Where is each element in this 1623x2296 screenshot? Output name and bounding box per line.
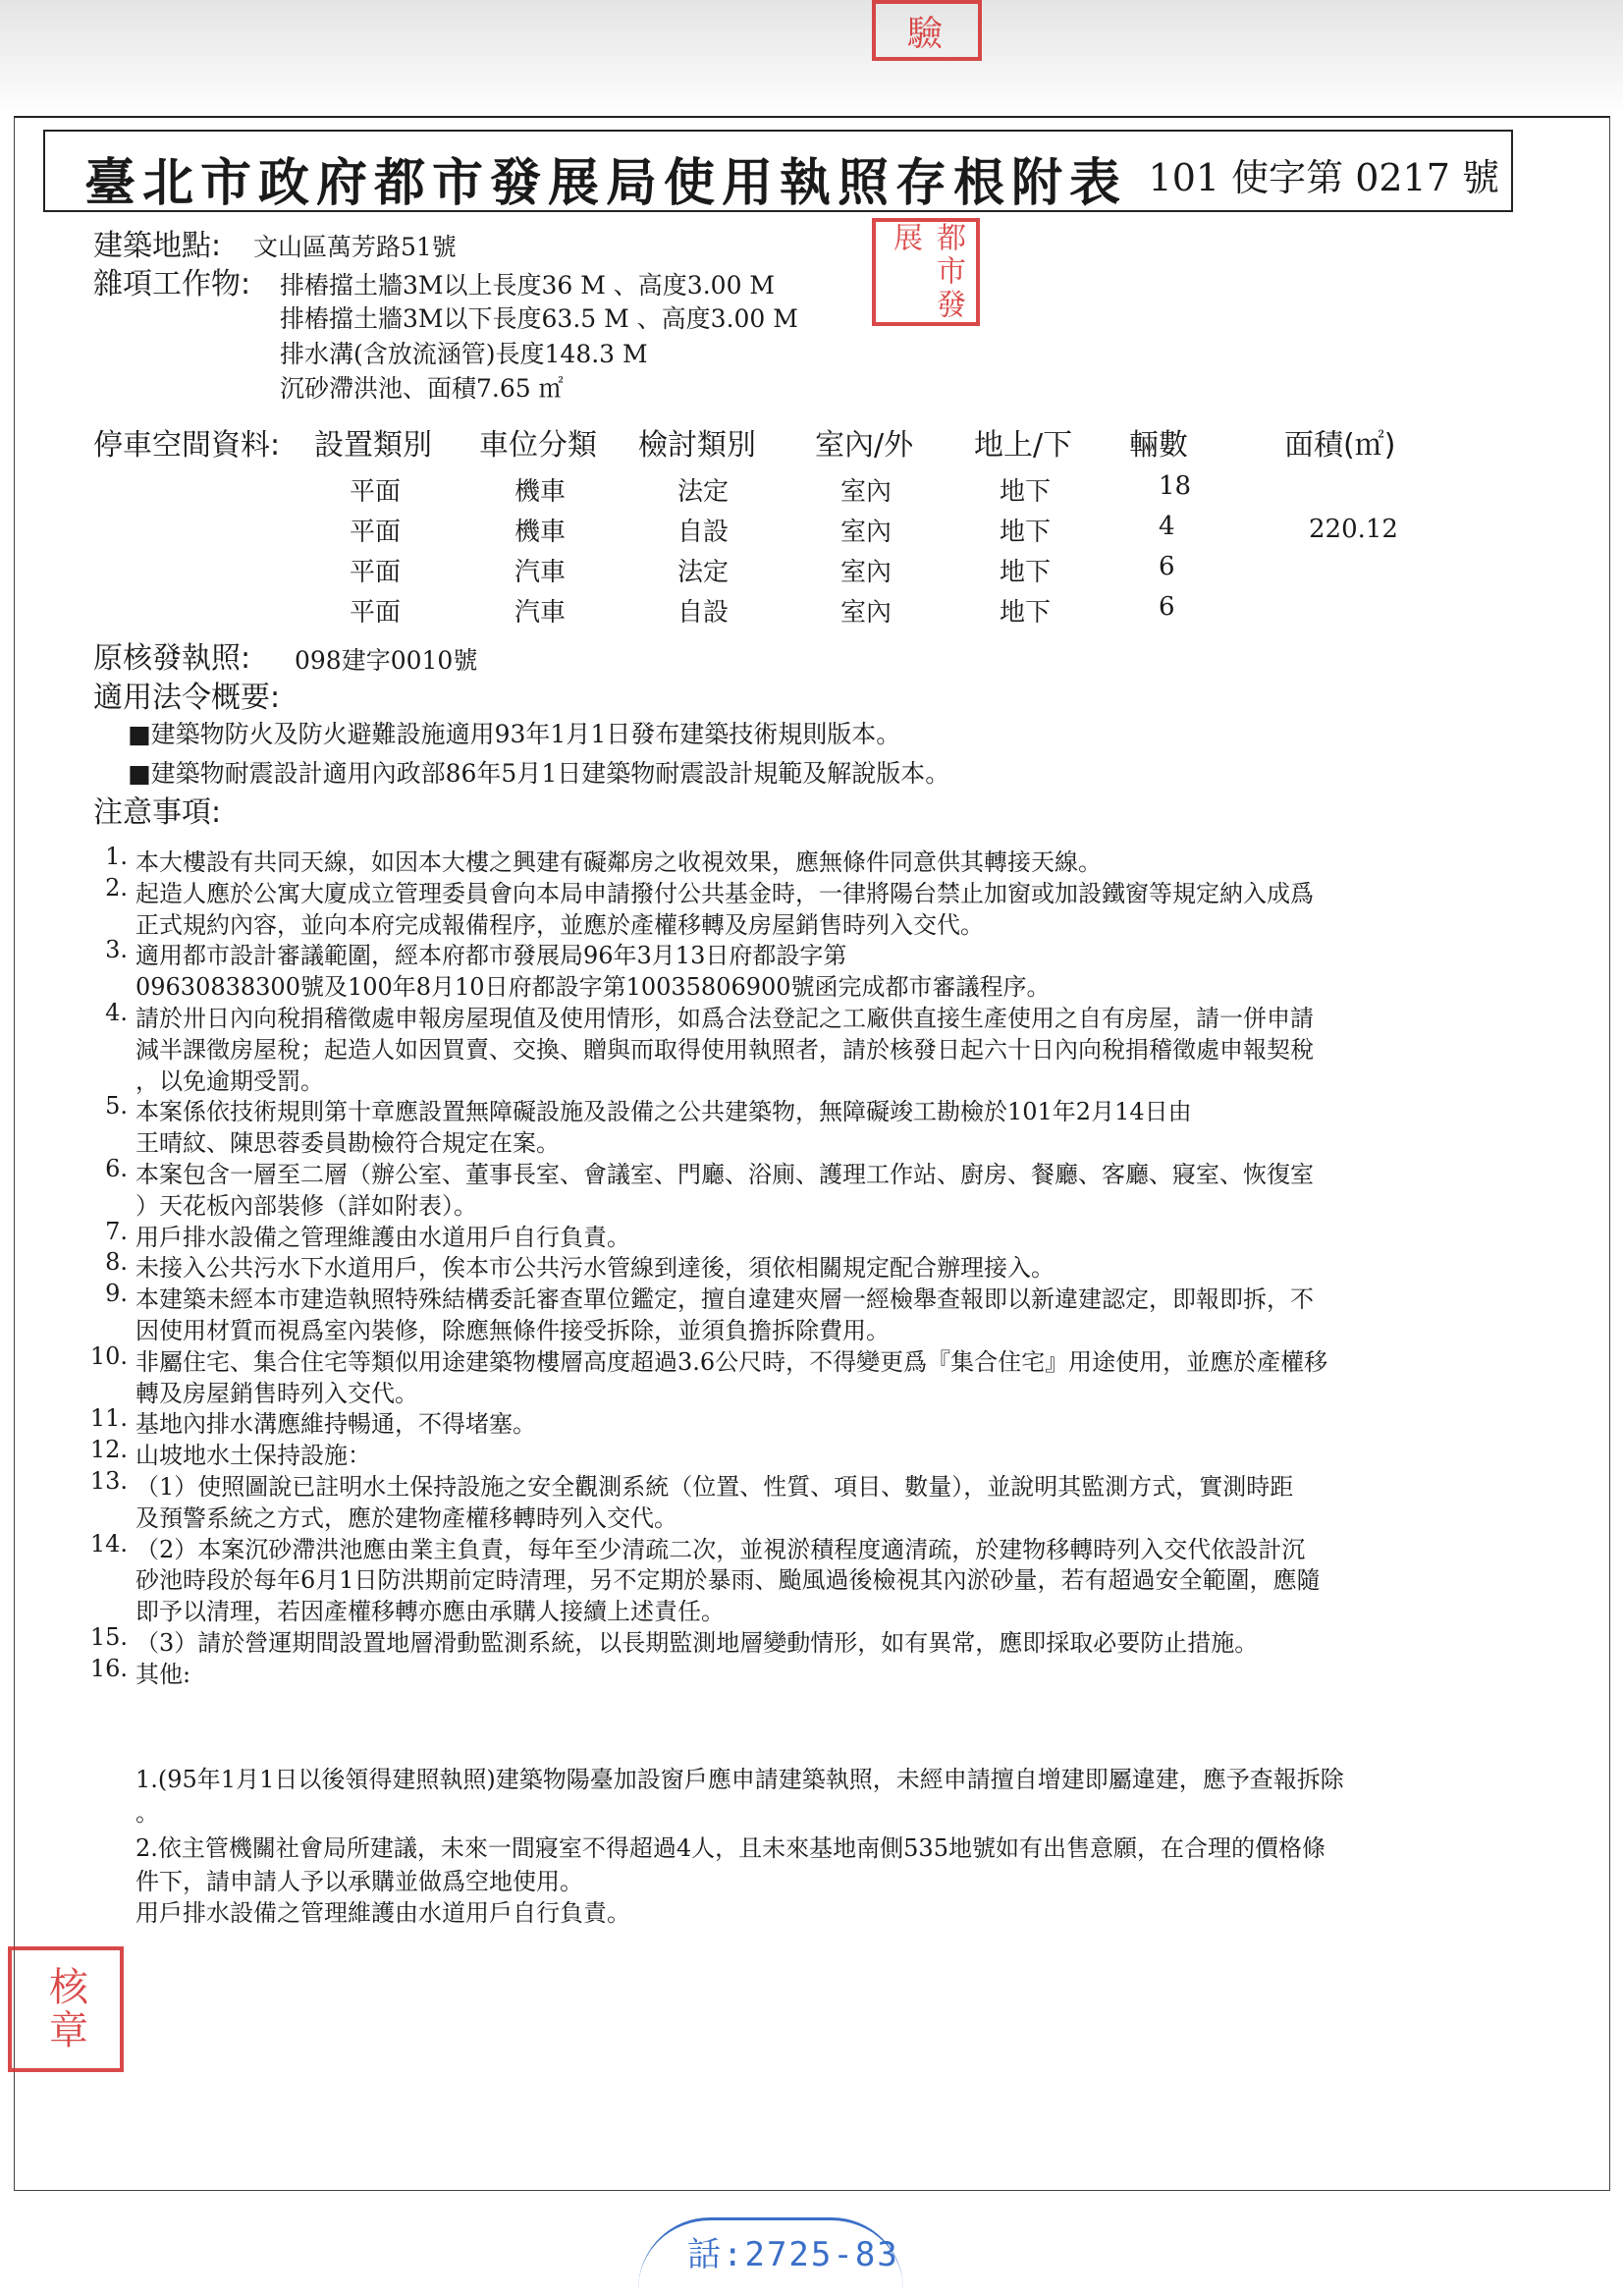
note-number: 3. (105, 936, 128, 963)
parking-header: 地上/下 (974, 428, 1073, 463)
parking-cell: 平面 (350, 598, 402, 628)
parking-header: 檢討類別 (638, 428, 756, 463)
note-number: 10. (89, 1342, 128, 1370)
parking-cell: 汽車 (514, 598, 567, 628)
note-line: 即予以清理，若因產權移轉亦應由承購人接續上述責任。 (135, 1598, 725, 1625)
parking-header: 車位分類 (479, 428, 597, 463)
parking-cell: 地下 (1000, 598, 1052, 628)
note-line: （2）本案沉砂滯洪池應由業主負責，每年至少清疏二次，並視淤積程度適清疏，於建物移轉時列入交代依設計沉 (135, 1536, 1306, 1563)
law-label: 適用法令概要: (93, 681, 281, 715)
left-seal-stamp (8, 1946, 124, 2072)
note-number: 8. (105, 1248, 128, 1276)
parking-cell: 自設 (677, 598, 730, 628)
original-permit-label: 原核發執照: (93, 641, 251, 676)
parking-cell: 平面 (350, 477, 402, 507)
note-line: （1）使照圖說已註明水土保持設施之安全觀測系統（位置、性質、項目、數量），並說明其監測方式，實測時距 (135, 1473, 1294, 1501)
note-line: ，以免逾期受罰。 (135, 1067, 324, 1095)
note-number: 9. (105, 1280, 128, 1307)
note-number: 14. (89, 1530, 128, 1558)
parking-cell: 室內 (840, 558, 893, 587)
other-note-line: 。 (135, 1799, 159, 1827)
note-line: 09630838300號及100年8月10日府都設字第10035806900號函完成都市審議程序。 (135, 973, 1051, 1001)
note-number: 13. (89, 1467, 128, 1495)
location-label: 建築地點: (93, 229, 222, 263)
parking-cell: 6 (1159, 592, 1175, 622)
parking-cell: 法定 (677, 558, 730, 587)
note-line: 本案係依技術規則第十章應設置無障礙設施及設備之公共建築物，無障礙竣工勘檢於101年2月14日由 (135, 1098, 1192, 1125)
parking-cell: 室內 (840, 598, 893, 628)
note-line: 請於卅日內向稅捐稽徵處申報房屋現值及使用情形，如爲合法登記之工廠供直接生產使用之自有房屋，請一併申請 (135, 1005, 1314, 1032)
note-number: 7. (105, 1218, 128, 1245)
parking-label: 停車空間資料: (93, 428, 281, 463)
note-line: 本案包含一層至二層（辦公室、董事長室、會議室、門廳、浴廁、護理工作站、廚房、餐廳、客廳、寢室、恢復室 (135, 1161, 1314, 1188)
parking-header: 室內/外 (815, 428, 914, 463)
misc-item: 沉砂滯洪池、面積7.65 ㎡ (280, 374, 564, 403)
location-value: 文山區萬芳路51號 (253, 233, 457, 261)
law-item: ■建築物耐震設計適用內政部86年5月1日建築物耐震設計規範及解說版本。 (128, 759, 950, 788)
other-note-line: 用戶排水設備之管理維護由水道用戶自行負責。 (135, 1899, 630, 1927)
note-number: 2. (105, 874, 128, 902)
parking-cell: 6 (1159, 552, 1175, 581)
parking-cell: 法定 (677, 477, 730, 507)
note-line: 本建築未經本市建造執照特殊結構委託審查單位鑑定，擅自違建夾層一經檢舉查報即以新違建認定，即報即拆，不 (135, 1285, 1314, 1313)
note-line: 砂池時段於每年6月1日防洪期前定時清理，另不定期於暴雨、颱風過後檢視其內淤砂量，若有超過安全範圍，應隨 (135, 1566, 1321, 1594)
note-line: 起造人應於公寓大廈成立管理委員會向本局申請撥付公共基金時，一律將陽台禁止加窗或加設鐵窗等規定納入成爲 (135, 880, 1314, 907)
top-seal-stamp (872, 0, 982, 61)
parking-cell: 自設 (677, 518, 730, 547)
page-title: 臺北市政府都市發展局使用執照存根附表 (84, 153, 1128, 213)
parking-cell: 平面 (350, 558, 402, 587)
parking-cell: 機車 (514, 477, 567, 507)
note-number: 12. (89, 1436, 128, 1463)
note-line: 本大樓設有共同天線，如因本大樓之興建有礙鄰房之收視效果，應無條件同意供其轉接天線。 (135, 848, 1102, 876)
note-line: 減半課徵房屋稅；起造人如因買賣、交換、贈與而取得使用執照者，請於核發日起六十日內向稅捐稽徵處申報契稅 (135, 1036, 1314, 1064)
scan-margin (0, 0, 1623, 116)
note-number: 11. (89, 1404, 128, 1432)
title-box (43, 130, 1513, 212)
top-seal-text: 驗 (906, 13, 947, 54)
department-seal-text: 都市發展 (888, 222, 965, 322)
note-line: 未接入公共污水下水道用戶，俟本市公共污水管線到達後，須依相關規定配合辦理接入。 (135, 1254, 1055, 1282)
parking-cell: 地下 (1000, 477, 1052, 507)
law-item: ■建築物防火及防火避難設施適用93年1月1日發布建築技術規則版本。 (128, 720, 901, 748)
parking-cell: 機車 (514, 518, 567, 547)
parking-cell: 平面 (350, 518, 402, 547)
notes-label: 注意事項: (93, 795, 222, 830)
phone-stamp-text: 話:2725-83 (687, 2235, 899, 2274)
permit-number: 101 使字第 0217 號 (1148, 156, 1499, 199)
note-line: ）天花板內部裝修（詳如附表）。 (135, 1192, 477, 1220)
parking-header: 輛數 (1129, 428, 1188, 463)
note-line: （3）請於營運期間設置地層滑動監測系統，以長期監測地層變動情形，如有異常，應即採取必要防止措施。 (135, 1629, 1259, 1657)
parking-cell: 4 (1159, 512, 1175, 541)
note-line: 非屬住宅、集合住宅等類似用途建築物樓層高度超過3.6公尺時，不得變更爲『集合住宅』用途使用，並應於產權移 (135, 1348, 1328, 1376)
original-permit-value: 098建字0010號 (295, 646, 478, 675)
note-number: 4. (105, 999, 128, 1026)
parking-cell: 地下 (1000, 558, 1052, 587)
note-number: 1. (105, 843, 128, 870)
other-note-line: 2.依主管機關社會局所建議，未來一間寢室不得超過4人，且未來基地南側535地號如有出售意願，在合理的價格條 (135, 1834, 1325, 1862)
note-number: 16. (89, 1655, 128, 1682)
parking-cell: 18 (1159, 471, 1192, 501)
parking-cell: 220.12 (1309, 515, 1398, 544)
other-note-line: 1.(95年1月1日以後領得建照執照)建築物陽臺加設窗戶應申請建築執照，未經申請擅自增建即屬違建，應予查報拆除 (135, 1766, 1344, 1793)
note-number: 6. (105, 1155, 128, 1182)
note-line: 因使用材質而視爲室內裝修，除應無條件接受拆除，並須負擔拆除費用。 (135, 1317, 890, 1344)
note-line: 王晴紋、陳思蓉委員勘檢符合規定在案。 (135, 1129, 560, 1157)
parking-header: 面積(㎡) (1284, 428, 1396, 463)
note-line: 及預警系統之方式，應於建物產權移轉時列入交代。 (135, 1504, 677, 1532)
misc-item: 排水溝(含放流涵管)長度148.3 M (280, 340, 648, 368)
note-line: 其他: (135, 1661, 191, 1688)
other-note-line: 件下，請申請人予以承購並做爲空地使用。 (135, 1868, 583, 1895)
misc-item: 排樁擋土牆3M以下長度63.5 M 、高度3.00 M (280, 304, 798, 333)
misc-item: 排樁擋土牆3M以上長度36 M 、高度3.00 M (280, 271, 776, 300)
note-line: 適用都市設計審議範圍，經本府都市發展局96年3月13日府都設字第 (135, 942, 847, 969)
note-line: 轉及房屋銷售時列入交代。 (135, 1380, 418, 1407)
department-seal-stamp (872, 218, 980, 326)
note-line: 用戶排水設備之管理維護由水道用戶自行負責。 (135, 1224, 630, 1251)
parking-header: 設置類別 (314, 428, 432, 463)
note-line: 正式規約內容，並向本府完成報備程序，並應於產權移轉及房屋銷售時列入交代。 (135, 911, 984, 939)
misc-works-label: 雜項工作物: (93, 267, 251, 301)
parking-cell: 地下 (1000, 518, 1052, 547)
note-number: 5. (105, 1092, 128, 1120)
left-seal-text: 核章 (42, 1966, 88, 2052)
note-line: 基地內排水溝應維持暢通，不得堵塞。 (135, 1410, 536, 1438)
note-number: 15. (89, 1623, 128, 1651)
parking-cell: 室內 (840, 518, 893, 547)
parking-cell: 汽車 (514, 558, 567, 587)
parking-cell: 室內 (840, 477, 893, 507)
note-line: 山坡地水土保持設施： (135, 1442, 371, 1469)
